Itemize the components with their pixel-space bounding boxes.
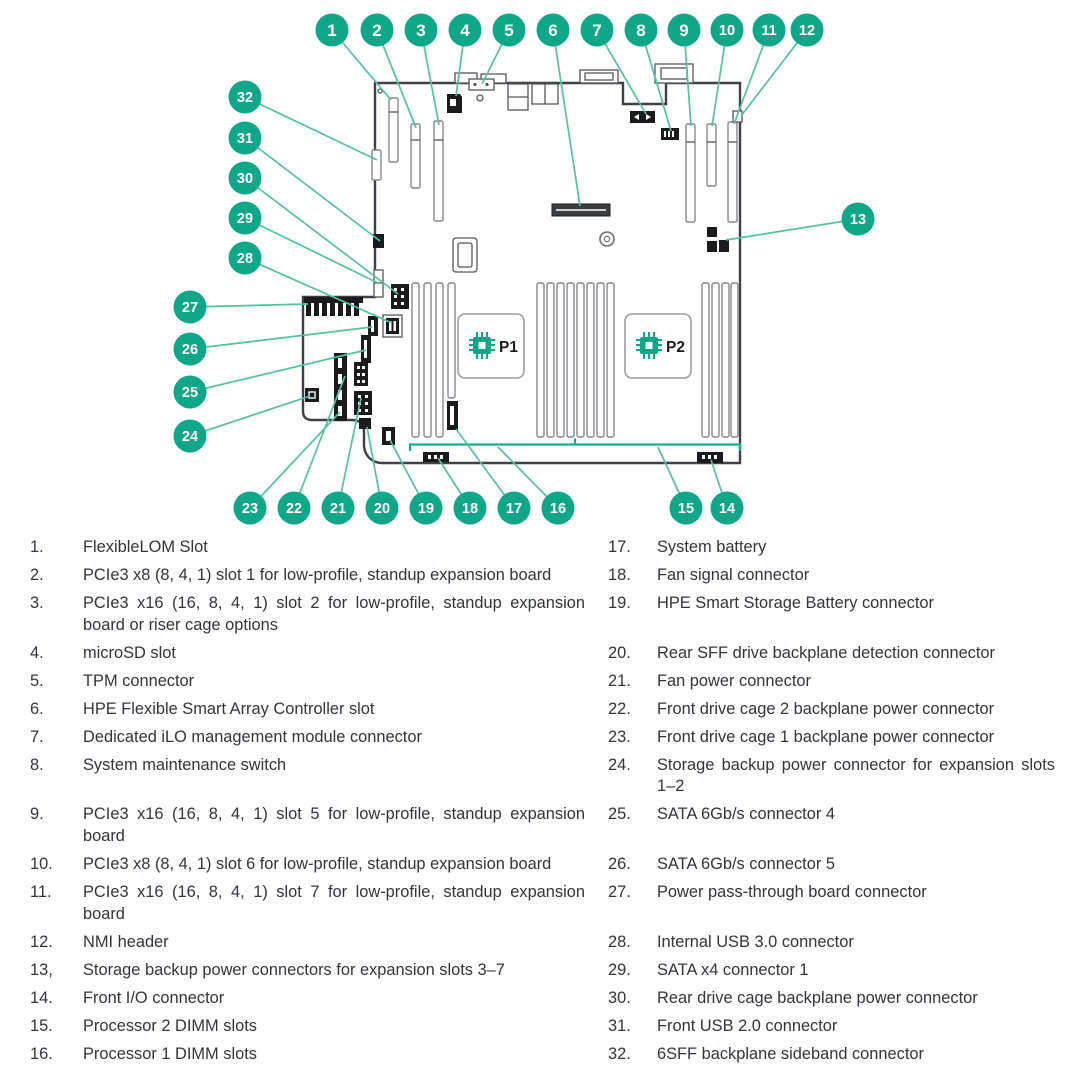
callout-18 — [438, 458, 487, 525]
legend-right-text: Internal USB 3.0 connector — [657, 933, 854, 952]
fan-signal-connector — [423, 452, 449, 462]
rear-video-port-icon — [580, 70, 618, 83]
legend-right-number: 28. — [608, 933, 631, 952]
legend-left-text: PCIe3 x16 (16, 8, 4, 1) slot 5 for low-profile, standup expansion board — [83, 805, 585, 846]
legend-left-number: 15. — [30, 1016, 53, 1035]
legend-right-text: SATA x4 connector 1 — [657, 961, 809, 979]
callout-leader-line — [245, 97, 377, 160]
legend-right-text: Front drive cage 1 backplane power connector — [657, 727, 995, 746]
legend-left-number: 5. — [30, 671, 44, 690]
legend-right-text: Front drive cage 2 backplane power connector — [657, 699, 995, 718]
legend-left-number: 8. — [30, 755, 44, 774]
legend-row-7 — [30, 727, 1055, 755]
callout-number: 11 — [761, 23, 777, 40]
legend-right-text: Fan power connector — [657, 671, 811, 690]
legend-left-text: PCIe3 x8 (8, 4, 1) slot 1 for low-profile, standup expansion board — [83, 565, 552, 584]
pcie-slot-2 — [434, 121, 443, 221]
legend-row-16 — [30, 1044, 1055, 1072]
legend-right-number: 23. — [608, 727, 631, 746]
legend-row-6 — [30, 699, 1055, 727]
legend-table — [30, 537, 1055, 1072]
storage-backup-power-1-2 — [305, 388, 319, 402]
rear-nic-ports-icon — [532, 84, 558, 104]
6sff-sideband-connector — [372, 150, 381, 180]
callout-number: 16 — [549, 501, 567, 518]
callout-leader-line — [726, 219, 858, 240]
legend-left-text: HPE Flexible Smart Array Controller slot — [83, 699, 375, 718]
legend-left-text: Front I/O connector — [83, 988, 225, 1007]
callout-leader-line — [245, 138, 380, 241]
legend-right-text: Power pass-through board connector — [657, 883, 927, 902]
microsd-slot — [447, 94, 462, 113]
callout-number: 4 — [460, 21, 470, 41]
legend-right-number: 31. — [608, 1016, 631, 1035]
legend-right-text: HPE Smart Storage Battery connector — [657, 593, 934, 612]
legend-left-number: 16. — [30, 1044, 53, 1063]
legend-right-text: Fan signal connector — [657, 565, 810, 584]
legend-right-text: Front USB 2.0 connector — [657, 1016, 838, 1035]
legend-left-number: 2. — [30, 565, 44, 584]
legend-right-number: 20. — [608, 643, 631, 662]
internal-usb3-connector — [383, 315, 402, 337]
battery-holder-connector — [447, 401, 458, 430]
legend-row-14 — [30, 988, 1055, 1016]
cpu-p1-label: P1 — [499, 339, 518, 356]
legend-row-11 — [30, 882, 1055, 932]
callout-number: 20 — [373, 501, 391, 518]
legend-left-number: 7. — [30, 727, 44, 746]
callout-27 — [174, 291, 309, 324]
front-cage2-power-connector — [354, 362, 368, 386]
legend-row-10 — [30, 854, 1055, 882]
callout-number: 5 — [504, 21, 514, 41]
legend-right-text: Rear drive cage backplane power connector — [657, 988, 978, 1007]
legend-right-number: 29. — [608, 961, 631, 979]
legend-left-number: 13, — [30, 961, 53, 979]
legend-left-text: PCIe3 x16 (16, 8, 4, 1) slot 2 for low-profile, standup expansion board or riser cage options — [83, 593, 585, 634]
legend-row-15 — [30, 1016, 1055, 1044]
callout-number: 7 — [592, 21, 602, 41]
legend-row-1 — [30, 537, 1055, 565]
legend-left-number: 12. — [30, 933, 53, 952]
legend-right-text: SATA 6Gb/s connector 4 — [657, 805, 835, 824]
internal-usb3-housing — [453, 238, 477, 272]
legend-right-text: Rear SFF drive backplane detection connector — [657, 643, 996, 662]
legend-left-number: 11. — [30, 883, 52, 902]
callout-number: 23 — [241, 501, 259, 518]
callout-number: 29 — [236, 211, 254, 228]
legend-right-number: 27. — [608, 883, 631, 902]
legend-right-number: 18. — [608, 565, 631, 584]
callout-number: 27 — [181, 300, 199, 317]
callout-number: 10 — [718, 23, 736, 40]
legend-left-text: Dedicated iLO management module connector — [83, 727, 422, 746]
sata-connector-5 — [368, 316, 378, 336]
pcie-slot-7 — [728, 122, 737, 222]
rear-cage-power-connector — [391, 284, 409, 309]
cpu-socket-p2 — [625, 314, 691, 378]
legend — [0, 537, 1080, 1072]
legend-left-text: microSD slot — [83, 643, 176, 662]
flexiblelom-slot — [389, 98, 398, 162]
callout-number: 2 — [372, 21, 382, 41]
rear-sff-detect-connector — [359, 418, 371, 429]
legend-right-number: 26. — [608, 855, 631, 874]
smart-storage-battery-connector — [382, 427, 395, 445]
legend-left-number: 10. — [30, 855, 53, 874]
legend-right-number: 19. — [608, 593, 631, 612]
legend-right-text: SATA 6Gb/s connector 5 — [657, 855, 835, 874]
legend-right-number: 24. — [608, 755, 631, 774]
pcie-slot-5 — [686, 124, 695, 222]
callout-number: 24 — [181, 429, 199, 446]
legend-left-number: 9. — [30, 805, 44, 824]
legend-left-text: System maintenance switch — [83, 755, 287, 774]
sata-connector-4 — [361, 335, 371, 363]
legend-left-text: TPM connector — [83, 671, 195, 690]
callout-leader-line — [190, 396, 310, 436]
callout-leader-line — [190, 304, 308, 307]
legend-left-text: Processor 1 DIMM slots — [83, 1044, 257, 1063]
callout-number: 17 — [505, 501, 523, 518]
callout-number: 6 — [548, 21, 558, 41]
front-io-connector — [697, 452, 723, 463]
legend-right-number: 17. — [608, 538, 631, 556]
callout-number: 22 — [285, 501, 303, 518]
callout-number: 9 — [679, 21, 689, 41]
callout-number: 1 — [327, 21, 337, 41]
legend-right-text: 6SFF backplane sideband connector — [657, 1044, 924, 1063]
legend-left-number: 1. — [30, 538, 44, 556]
callout-number: 19 — [417, 501, 435, 518]
legend-left-text: PCIe3 x16 (16, 8, 4, 1) slot 7 for low-profile, standup expansion board — [83, 883, 585, 924]
legend-right-number: 25. — [608, 805, 631, 824]
callout-number: 25 — [181, 385, 199, 402]
legend-right-number: 30. — [608, 988, 631, 1007]
pcie-slot-6 — [707, 124, 716, 186]
motherboard-diagram — [0, 0, 1080, 537]
callout-13 — [726, 203, 875, 241]
legend-right-number: 21. — [608, 671, 631, 690]
callout-number: 21 — [329, 501, 347, 518]
legend-left-text: PCIe3 x8 (8, 4, 1) slot 6 for low-profile, standup expansion board — [83, 855, 552, 874]
callout-number: 15 — [677, 501, 695, 518]
callout-number: 14 — [718, 501, 736, 518]
cpu-socket-p1 — [458, 314, 524, 378]
legend-row-2 — [30, 565, 1055, 593]
callout-number: 32 — [236, 90, 254, 107]
callout-number: 12 — [798, 23, 816, 40]
legend-row-3 — [30, 593, 1055, 643]
fan-power-connector — [354, 391, 372, 415]
callout-number: 3 — [416, 21, 426, 41]
legend-left-number: 4. — [30, 643, 44, 662]
legend-left-number: 14. — [30, 988, 53, 1007]
legend-left-text: FlexibleLOM Slot — [83, 538, 208, 556]
callout-number: 28 — [236, 251, 254, 268]
callout-14 — [711, 460, 744, 525]
legend-row-8 — [30, 755, 1055, 805]
callout-number: 30 — [236, 171, 254, 188]
callout-number: 26 — [181, 342, 199, 359]
callout-number: 18 — [461, 501, 479, 518]
legend-left-text: Processor 2 DIMM slots — [83, 1016, 257, 1035]
legend-row-4 — [30, 643, 1055, 671]
legend-row-5 — [30, 671, 1055, 699]
ilo-connector — [630, 111, 655, 123]
legend-left-text: NMI header — [83, 933, 169, 952]
legend-right-text: Storage backup power connector for expansion slots 1–2 — [657, 755, 1055, 796]
legend-left-number: 6. — [30, 699, 44, 718]
legend-right-number: 32. — [608, 1044, 631, 1063]
legend-row-12 — [30, 932, 1055, 960]
cpu-p2-label: P2 — [666, 339, 685, 356]
legend-row-9 — [30, 804, 1055, 854]
tpm-connector — [469, 79, 494, 90]
smart-array-slot — [552, 204, 610, 216]
legend-right-text: System battery — [657, 538, 767, 556]
legend-row-13 — [30, 960, 1055, 988]
legend-right-number: 22. — [608, 699, 631, 718]
system-battery — [600, 232, 614, 246]
legend-left-text: Storage backup power connectors for expansion slots 3–7 — [83, 961, 505, 979]
callout-number: 13 — [849, 212, 867, 229]
pcie-slot-1 — [411, 124, 420, 188]
sata-x4-connector — [374, 270, 383, 297]
callout-number: 8 — [636, 21, 646, 41]
callout-number: 31 — [236, 131, 254, 148]
rear-usb-ports-icon — [508, 84, 528, 110]
legend-left-number: 3. — [30, 593, 44, 612]
